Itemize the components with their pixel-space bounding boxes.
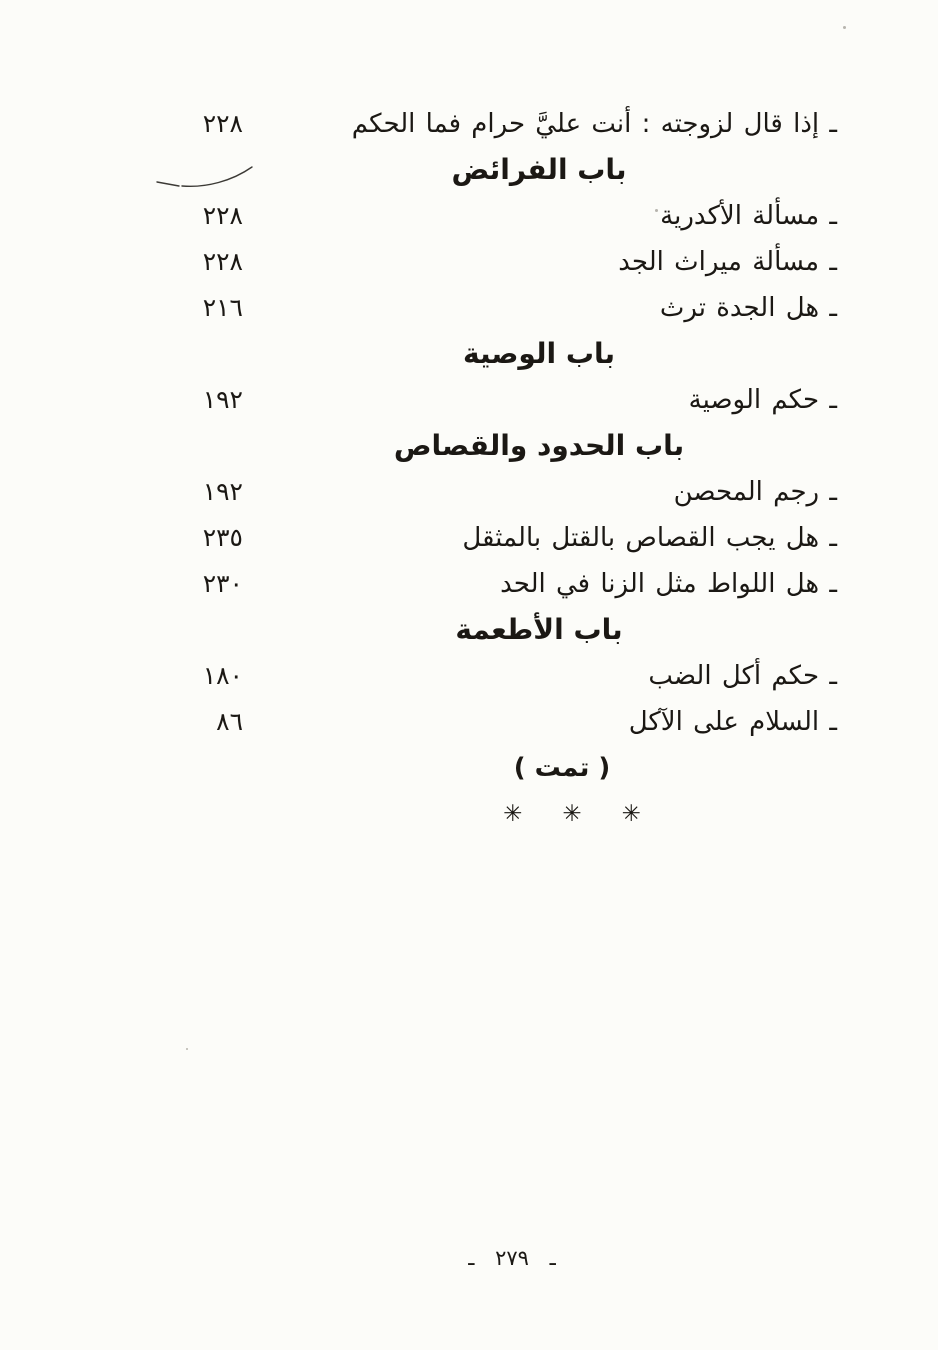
asterisk-separator: ✳ ✳ ✳ <box>503 801 641 827</box>
table-of-contents <box>165 101 837 837</box>
completion-mark: ( تمت ) <box>513 753 611 783</box>
entry-title: ـ حكم أكل الضب <box>648 661 837 691</box>
toc-entry-row <box>165 193 837 239</box>
entry-page-number: ٢٣٠ <box>202 569 243 598</box>
entry-title: ـ رجم المحصن <box>673 477 837 507</box>
scan-speckle <box>186 1048 188 1050</box>
entry-title: ـ هل الجدة ترث <box>659 293 837 323</box>
entry-title: ـ هل اللواط مثل الزنا في الحد <box>500 569 837 599</box>
entry-title: ـ هل يجب القصاص بالقتل بالمثقل <box>462 523 837 553</box>
entry-title: ـ السلام على الآكل <box>628 707 837 737</box>
toc-entries <box>165 101 837 745</box>
entry-page-number: ٢٣٥ <box>202 523 243 552</box>
entry-title: ـ حكم الوصية <box>688 385 837 415</box>
entry-title: ـ مسألة ميراث الجد <box>618 247 837 277</box>
entry-page-number: ٢٢٨ <box>202 201 243 230</box>
toc-entry-row <box>165 469 837 515</box>
entry-page-number: ١٩٢ <box>202 477 243 506</box>
toc-entry-row <box>165 285 837 331</box>
entry-page-number: ١٩٢ <box>202 385 243 414</box>
entry-page-number: ٢٢٨ <box>202 247 243 276</box>
toc-entry-row <box>165 561 837 607</box>
entry-title: ـ إذا قال لزوجته : أنت عليَّ حرام فما الحكم <box>351 109 837 139</box>
scan-speckle <box>655 209 658 212</box>
toc-entry-row <box>165 515 837 561</box>
toc-entry-row <box>165 653 837 699</box>
toc-entry-row <box>165 699 837 745</box>
entry-page-number: ٨٦ <box>216 707 243 736</box>
section-heading: باب الفرائض <box>451 153 627 186</box>
entry-page-number: ٢١٦ <box>202 293 243 322</box>
entry-page-number: ١٨٠ <box>202 661 243 690</box>
section-heading: باب الحدود والقصاص <box>393 429 685 462</box>
section-heading: باب الأطعمة <box>455 613 623 646</box>
toc-entry-row <box>165 239 837 285</box>
page-number: ـ ٢٧٩ ـ <box>468 1246 556 1270</box>
entry-title: ـ مسألة الأكدرية <box>660 201 837 231</box>
toc-entry-row <box>165 377 837 423</box>
entry-page-number: ٢٢٨ <box>202 109 243 138</box>
toc-entry-row <box>165 101 837 147</box>
section-heading: باب الوصية <box>462 337 616 370</box>
scan-speckle <box>843 26 846 29</box>
